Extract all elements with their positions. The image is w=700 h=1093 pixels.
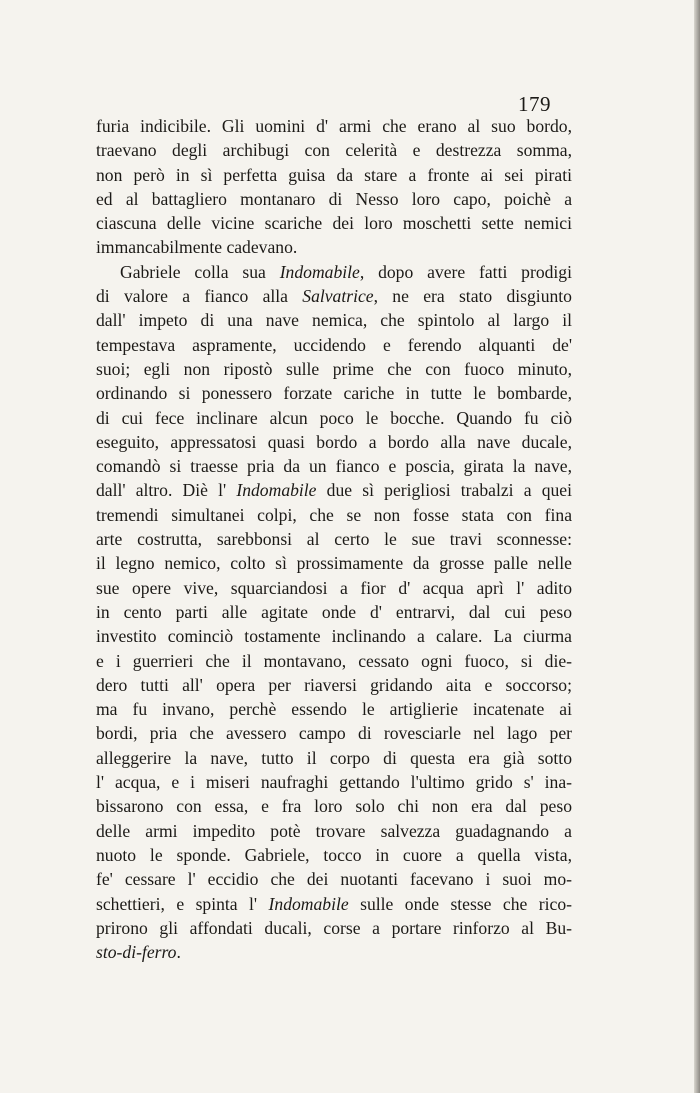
text-line: traevano degli archibugi con celerità e destrezza somma, (96, 140, 572, 161)
italic-term: Salvatrice (302, 286, 374, 307)
text-line: Gabriele colla sua Indomabile, dopo avere fatti prodigi (120, 261, 572, 282)
italic-term: Indomabile (279, 261, 360, 282)
body-text (96, 114, 572, 964)
text-line: schettieri, e spinta l' Indomabile sulle onde stesse che rico- (96, 893, 572, 914)
page-edge-shadow (694, 0, 700, 1093)
text-line: ed al battagliero montanaro di Nesso loro capo, poichè a (96, 188, 572, 209)
text-line: ma fu invano, perchè essendo le artiglierie incatenate ai (96, 699, 572, 720)
text-line: di cui fece inclinare alcun poco le bocche. Quando fu ciò (96, 407, 572, 428)
text-line: non però in sì perfetta guisa da stare a fronte ai sei pirati (96, 164, 572, 185)
text-line: arte costrutta, sarebbonsi al certo le sue travi sconnesse: (96, 529, 572, 550)
text-line: investito cominciò tostamente inclinando a calare. La ciurma (96, 626, 572, 647)
text-line: e i guerrieri che il montavano, cessato ogni fuoco, si die- (96, 650, 572, 671)
text-line: tempestava aspramente, uccidendo e ferendo alquanti de' (96, 334, 572, 355)
italic-term: sto-di-ferro (96, 942, 177, 963)
text-line: il legno nemico, colto sì prossimamente da grosse palle nelle (96, 553, 572, 574)
text-line: fe' cessare l' eccidio che dei nuotanti facevano i suoi mo- (96, 869, 572, 890)
text-line: prirono gli affondati ducali, corse a portare rinforzo al Bu- (96, 917, 572, 938)
text-line: delle armi impedito potè trovare salvezza guadagnando a (96, 820, 572, 841)
text-line: furia indicibile. Gli uomini d' armi che erano al suo bordo, (96, 116, 572, 136)
text-line: eseguito, appressatosi quasi bordo a bordo alla nave ducale, (96, 431, 572, 452)
text-line: suoi; egli non ripostò sulle prime che con fuoco minuto, (96, 358, 572, 379)
text-line: di valore a fianco alla Salvatrice, ne era stato disgiunto (96, 286, 572, 307)
text-line: bissarono con essa, e fra loro solo chi non era dal peso (96, 796, 572, 817)
text-line: alleggerire la nave, tutto il corpo di questa era già sotto (96, 747, 572, 768)
text-line: tremendi simultanei colpi, che se non fosse stata con fina (96, 504, 572, 525)
text-line: ciascuna delle vicine scariche dei loro moschetti sette nemici (96, 213, 572, 234)
text-line: dall' impeto di una nave nemica, che spintolo al largo il (96, 310, 572, 331)
text-line: nuoto le sponde. Gabriele, tocco in cuore a quella vista, (96, 844, 572, 865)
text-line: bordi, pria che avessero campo di rovesciarle nel lago per (96, 723, 572, 744)
italic-term: Indomabile (268, 893, 349, 914)
text-line: ordinando si ponessero forzate cariche in tutte le bombarde, (96, 383, 572, 404)
text-line: sue opere vive, squarciandosi a fior d' acqua aprì l' adito (96, 577, 572, 598)
page-number: 179 (518, 92, 551, 116)
text-line: dero tutti all' opera per riaversi gridando aita e soccorso; (96, 674, 572, 695)
text-line: comandò si traesse pria da un fianco e poscia, girata la nave, (96, 456, 572, 477)
text-line: immancabilmente cadevano. (96, 237, 298, 258)
text-line: sto-di-ferro. (96, 942, 181, 963)
text-line: l' acqua, e i miseri naufraghi gettando l'ultimo grido s' ina- (96, 772, 572, 793)
text-line: dall' altro. Diè l' Indomabile due sì perigliosi trabalzi a quei (96, 480, 572, 501)
italic-term: Indomabile (236, 480, 317, 501)
text-line: in cento parti alle agitate onde d' entrarvi, dal cui peso (96, 601, 572, 622)
